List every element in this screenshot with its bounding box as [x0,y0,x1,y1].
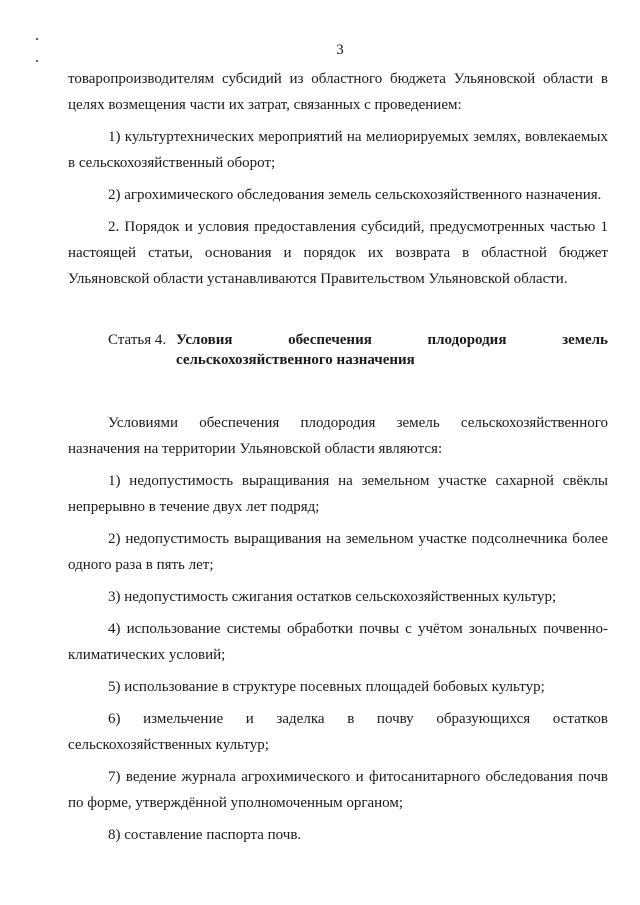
list-item: 3) недопустимость сжигания остатков сельскохозяйственных культур; [108,589,557,605]
list-item: 2) недопустимость выращивания на земельном участке подсолнечника более одного раза в пять лет; [68,531,608,573]
list-item: 1) недопустимость выращивания на земельном участке сахарной свёклы непрерывно в течение двух лет подряд; [68,473,608,515]
list-item: 8) составление паспорта почв. [108,827,302,843]
article-heading [68,330,608,370]
list-item: 7) ведение журнала агрохимического и фитосанитарного обследования почв по форме, утверждённой уполномоченным органом; [68,769,608,811]
document-body [68,66,608,854]
paragraph: Условиями обеспечения плодородия земель сельскохозяйственного назначения на территории Ульяновской области являются: [68,415,608,457]
page-number: 3 [336,42,344,58]
list-item: 5) использование в структуре посевных площадей бобовых культур; [108,679,545,695]
list-item: 4) использование системы обработки почвы с учётом зональных почвенно-климатических условий; [68,621,608,663]
list-item: 6) измельчение и заделка в почву образующихся остатков сельскохозяйственных культур; [68,711,608,753]
paragraph: 2. Порядок и условия предоставления субсидий, предусмотренных частью 1 настоящей статьи, основания и порядок их возврата в областной бюджет Ульяновской области устанавливаются Правительством Ульяновской области. [68,219,608,287]
article-label: Статья 4. [108,332,167,348]
article-title: Условия обеспечения плодородия земель сельскохозяйственного назначения [176,332,608,368]
scan-speck [36,60,38,62]
paragraph: товаропроизводителям субсидий из областного бюджета Ульяновской области в целях возмещения части их затрат, связанных с проведением: [68,71,608,113]
list-item: 1) культуртехнических мероприятий на мелиорируемых землях, вовлекаемых в сельскохозяйственный оборот; [68,129,608,171]
list-item: 2) агрохимического обследования земель сельскохозяйственного назначения. [108,187,602,203]
scan-speck [36,38,38,40]
